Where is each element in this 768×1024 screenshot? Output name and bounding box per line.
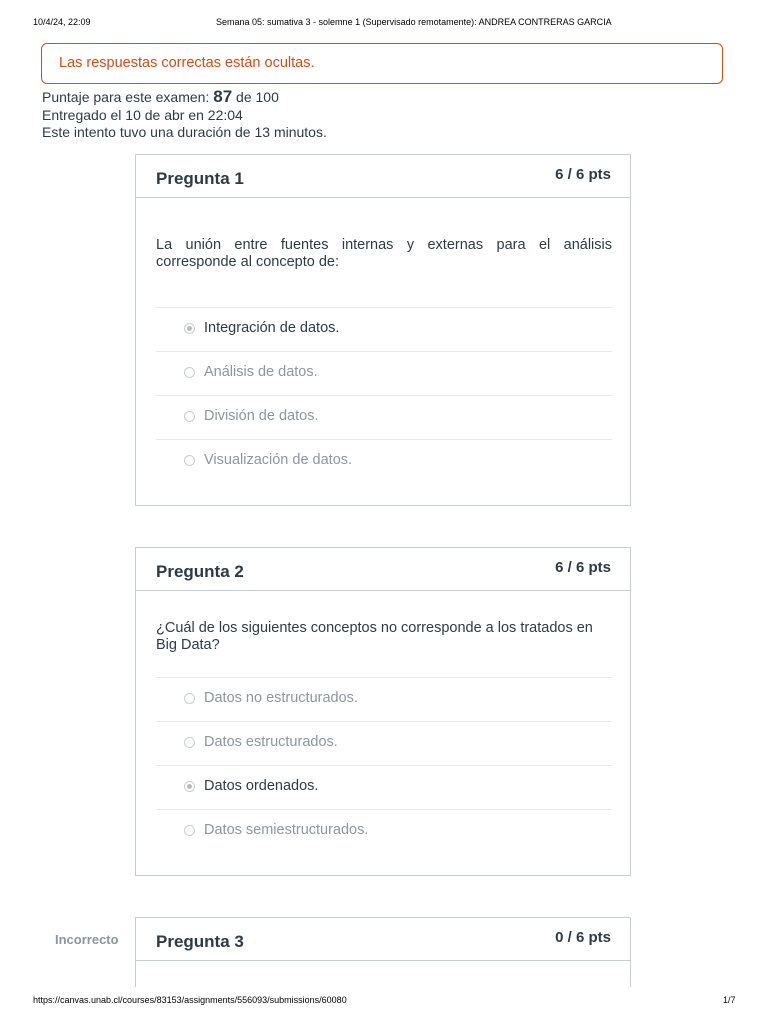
attempt-duration: Este intento tuvo una duración de 13 minutos. [42,124,327,140]
question-title: Pregunta 2 [156,562,244,581]
answer-option[interactable] [156,677,612,721]
question-header [136,918,630,961]
question-text: La unión entre fuentes internas y externas para el análisis corresponde al concepto de: [156,237,612,270]
question-1 [135,154,631,506]
question-header [136,548,630,591]
print-page-title: Semana 05: sumativa 3 - solemne 1 (Supervisado remotamente): ANDREA CONTRERAS GARCIA [216,17,612,27]
answer-list [156,307,612,483]
answer-option[interactable] [156,721,612,765]
radio-empty-icon [184,825,195,836]
print-header [0,17,768,31]
question-2 [135,547,631,876]
question-3 [135,917,631,987]
question-points: 6 / 6 pts [555,166,611,183]
radio-selected-icon [184,781,195,792]
score-suffix: de 100 [232,89,279,105]
answer-option[interactable] [156,439,612,483]
question-points: 6 / 6 pts [555,559,611,576]
answer-label: Datos ordenados. [204,778,319,794]
answer-label: Datos estructurados. [204,734,338,750]
answer-label: División de datos. [204,408,319,424]
answers-hidden-alert [41,43,723,84]
question-text: ¿Cuál de los siguientes conceptos no corresponde a los tratados en Big Data? [156,620,593,653]
answer-option[interactable] [156,351,612,395]
radio-empty-icon [184,367,195,378]
score-value: 87 [213,87,233,106]
score-prefix: Puntaje para este examen: [42,89,214,105]
alert-text: Las respuestas correctas están ocultas. [59,55,315,71]
answer-option[interactable] [156,307,612,351]
answer-label: Visualización de datos. [204,452,353,468]
answer-list [156,677,612,853]
radio-empty-icon [184,455,195,466]
score-line [42,88,327,107]
answer-option[interactable] [156,809,612,853]
print-datetime: 10/4/24, 22:09 [33,17,91,27]
answer-label: Datos semiestructurados. [204,822,369,838]
question-points: 0 / 6 pts [555,929,611,946]
submitted-date: Entregado el 10 de abr en 22:04 [42,106,243,123]
radio-selected-icon [184,323,195,334]
answer-label: Datos no estructurados. [204,690,358,706]
question-header [136,155,630,198]
answer-option[interactable] [156,395,612,439]
radio-empty-icon [184,411,195,422]
radio-empty-icon [184,737,195,748]
answer-option[interactable] [156,765,612,809]
question-title: Pregunta 1 [156,169,244,188]
incorrect-status-label: Incorrecto [55,932,119,947]
question-title: Pregunta 3 [156,932,244,951]
answer-label: Análisis de datos. [204,364,318,380]
print-url: https://canvas.unab.cl/courses/83153/assignments/556093/submissions/60080 [33,995,347,1005]
answer-label: Integración de datos. [204,320,340,336]
quiz-summary [42,88,327,142]
print-page-number: 1/7 [723,995,736,1005]
radio-empty-icon [184,693,195,704]
